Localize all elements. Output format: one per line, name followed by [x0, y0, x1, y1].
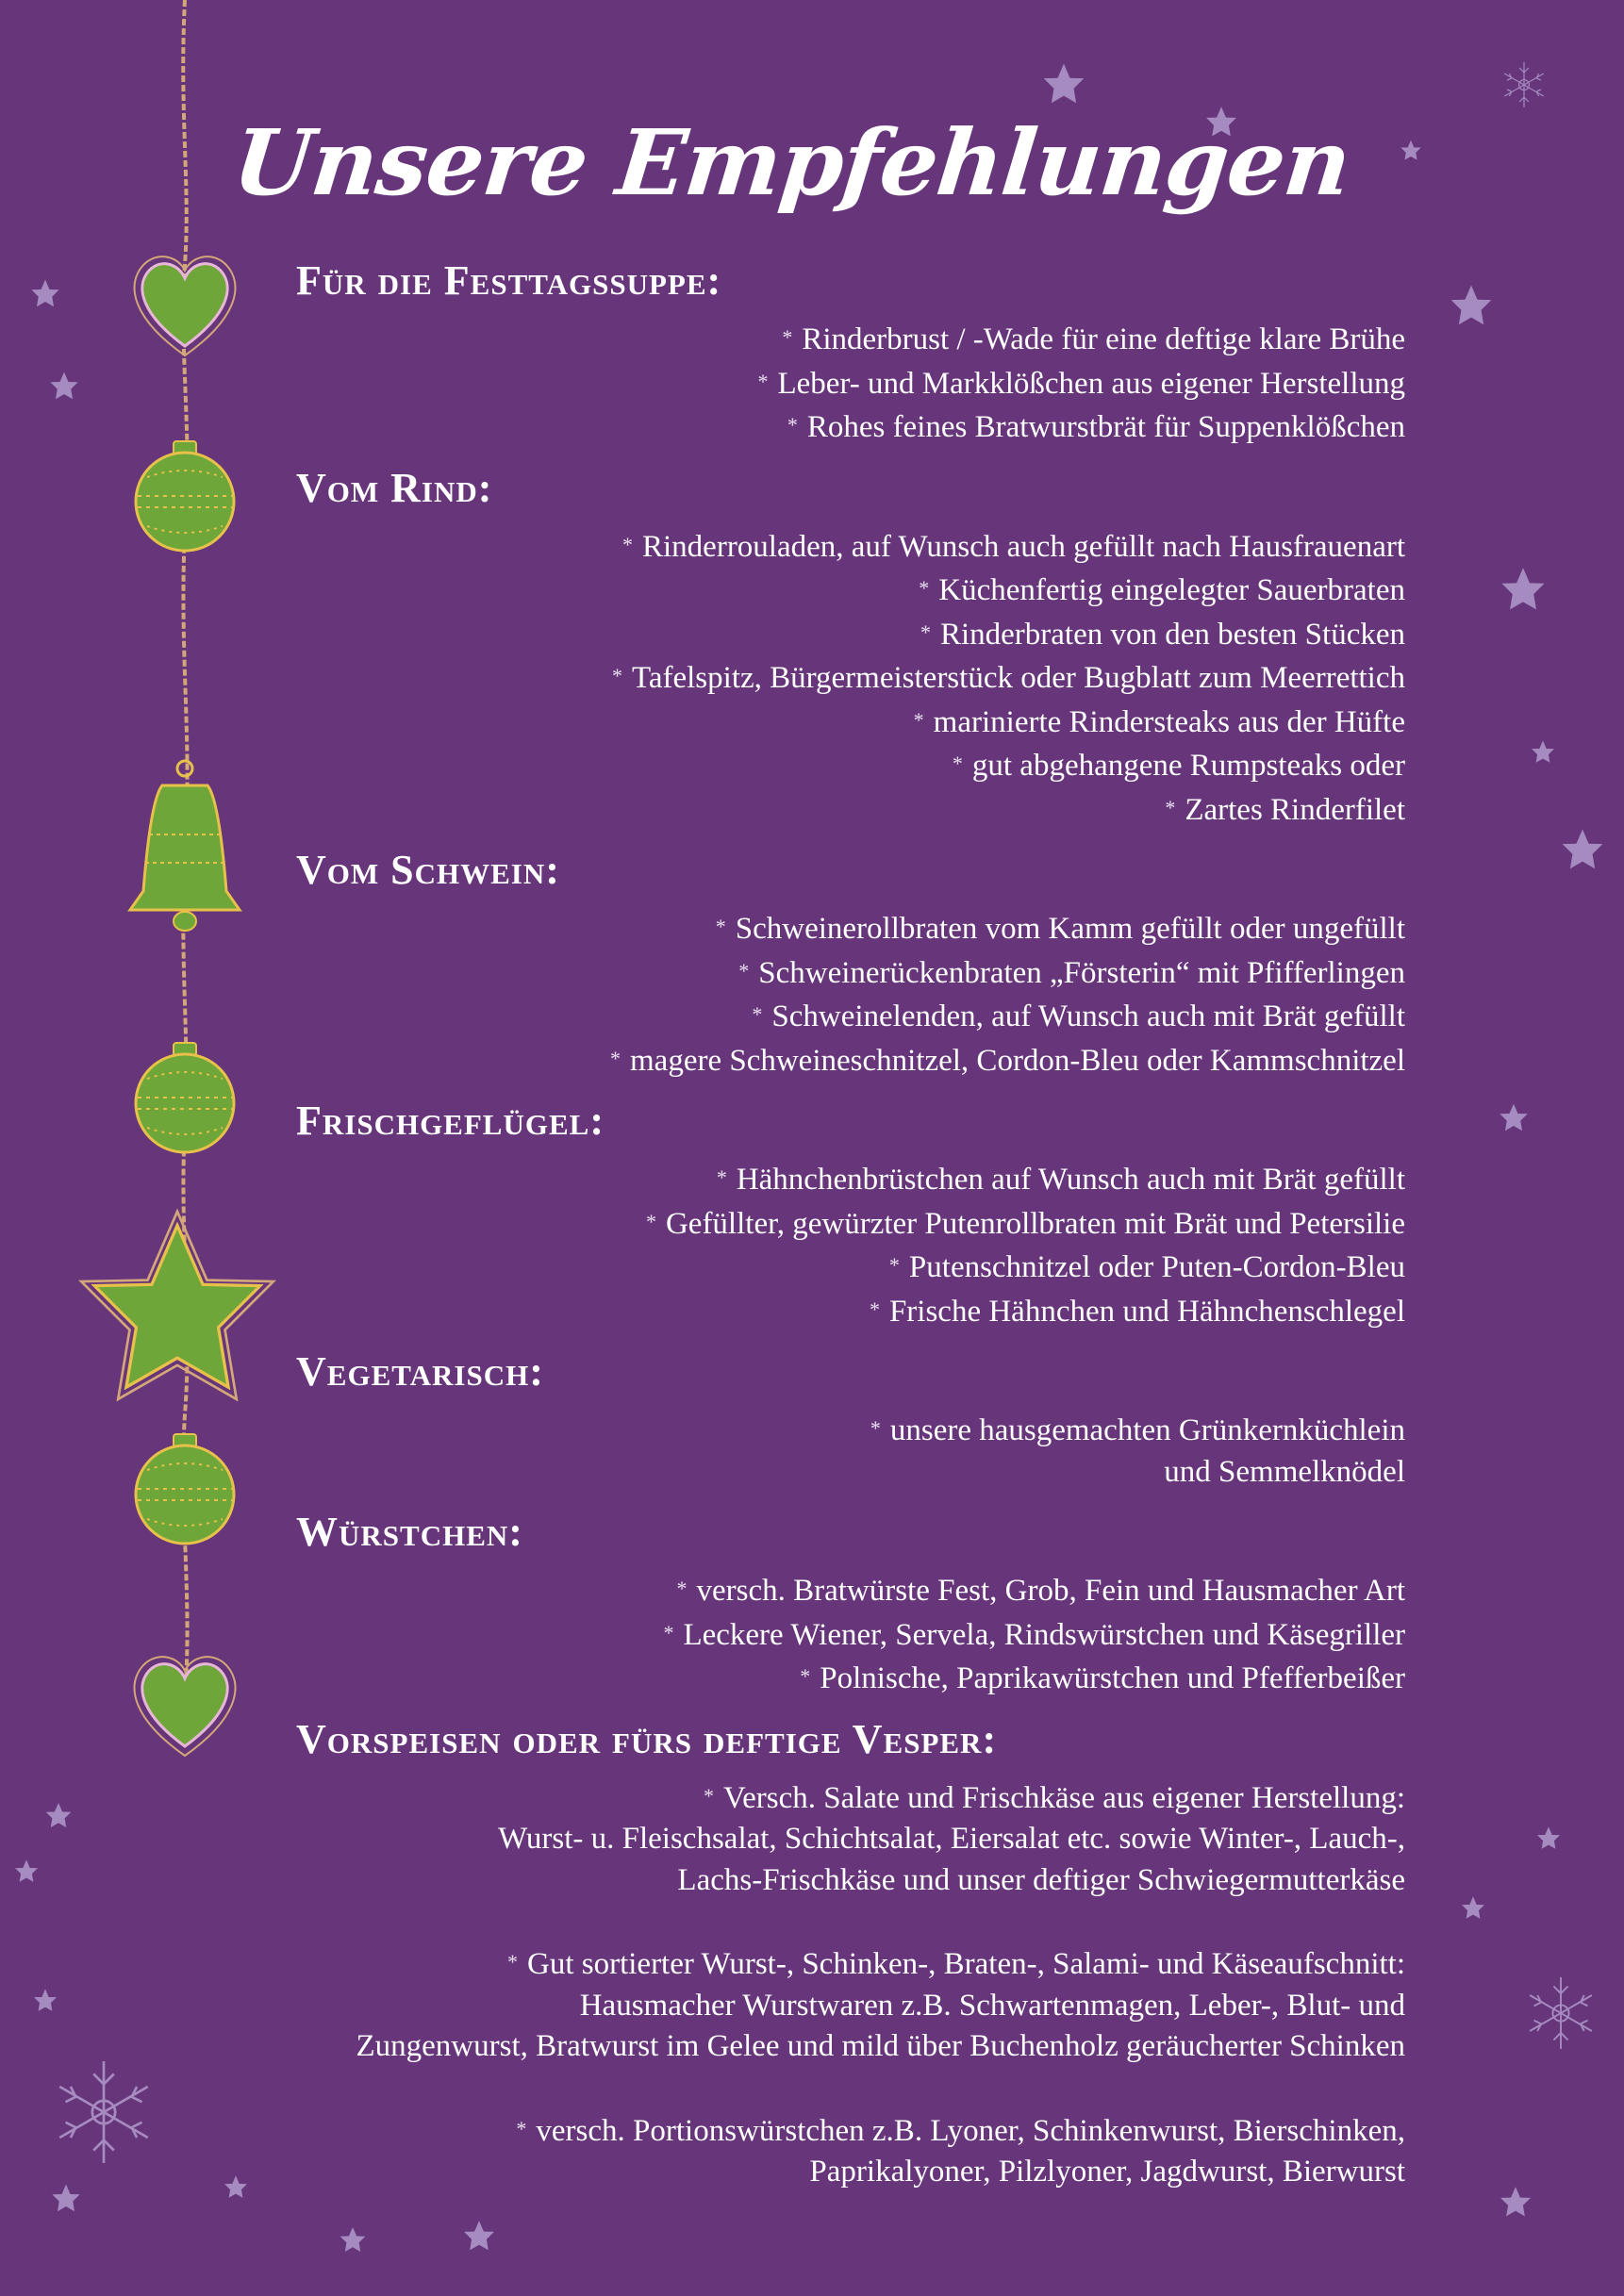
item-text: versch. Portionswürstchen z.B. Lyoner, Schinkenwurst, Bierschinken,: [536, 2113, 1405, 2148]
bullet-icon: *: [663, 1620, 674, 1644]
list-item: [283, 1986, 1405, 2027]
list-item: [283, 950, 1405, 995]
item-text: Versch. Salate und Frischkäse aus eigener Herstellung:: [722, 1780, 1405, 1815]
snowflake-icon: [1530, 1977, 1592, 2049]
star-icon: [1501, 568, 1544, 609]
bullet-icon: *: [800, 1664, 811, 1688]
section: [283, 844, 1405, 1082]
list-item: [283, 524, 1405, 569]
list-item: [283, 568, 1405, 612]
bullet-icon: *: [507, 1950, 518, 1974]
section-heading: Vom Rind:: [296, 464, 493, 511]
item-text: Leckere Wiener, Servela, Rindswürstchen und Käsegriller: [683, 1617, 1405, 1652]
item-text: Paprikalyoner, Pilzlyoner, Jagdwurst, Bierwurst: [809, 2155, 1405, 2189]
item-text: Polnische, Paprikawürstchen und Pfefferbeißer: [820, 1661, 1405, 1695]
star-icon: [46, 1803, 72, 1827]
list-item: [283, 1038, 1405, 1082]
list-item: [283, 655, 1405, 700]
star-icon: [1451, 286, 1492, 325]
bullet-icon: *: [676, 1577, 688, 1600]
bullet-icon: *: [952, 752, 963, 775]
bauble-ornament: [136, 1434, 234, 1544]
item-list: [283, 906, 1405, 1082]
bullet-icon: *: [919, 576, 930, 600]
list-item: [283, 2152, 1405, 2193]
item-list: [283, 1157, 1405, 1332]
section: [283, 1506, 1405, 1700]
item-text: Gefüllter, gewürzter Putenrollbraten mit Brät und Petersilie: [665, 1206, 1405, 1241]
bullet-icon: *: [757, 369, 769, 393]
bullet-icon: *: [703, 1783, 714, 1808]
item-text: Schweinerollbraten vom Kamm gefüllt oder ungefüllt: [735, 912, 1405, 946]
star-icon: [15, 1859, 38, 1881]
item-text: unsere hausgemachten Grünkernküchlein: [889, 1413, 1405, 1447]
section: [283, 1713, 1405, 2193]
item-text: Lachs-Frischkäse und unser deftiger Schwiegermutterkäse: [677, 1862, 1405, 1897]
list-item: [283, 317, 1405, 361]
section: [283, 255, 1405, 449]
star-icon: [224, 2175, 247, 2197]
list-item: [283, 1568, 1405, 1612]
bullet-icon: *: [1165, 795, 1176, 819]
snowflake-icon: [1504, 62, 1544, 107]
bullet-icon: *: [622, 532, 633, 556]
bullet-icon: *: [920, 619, 931, 644]
item-text: Leber- und Markklößchen aus eigener Herstellung: [777, 366, 1405, 401]
item-text: Schweinerückenbraten „Försterin“ mit Pfifferlingen: [758, 955, 1405, 990]
list-item: [283, 361, 1405, 405]
item-text: Hausmacher Wurstwaren z.B. Schwartenmagen, Leber-, Blut- und: [579, 1988, 1405, 2023]
recommendations-list: [283, 255, 1405, 2206]
bullet-icon: *: [913, 707, 924, 732]
section-heading: Würstchen:: [296, 1509, 523, 1555]
item-text: Rinderbraten von den besten Stücken: [939, 617, 1405, 652]
item-list: [283, 1776, 1405, 2193]
item-text: Putenschnitzel oder Puten-Cordon-Bleu: [908, 1250, 1405, 1284]
section-heading: Vegetarisch:: [296, 1348, 544, 1395]
star-icon: [1462, 1896, 1484, 1918]
heart-ornament: [134, 256, 235, 355]
bullet-icon: *: [716, 1165, 727, 1189]
list-item: [283, 1289, 1405, 1333]
star-icon: [1563, 830, 1603, 869]
item-list: [283, 1568, 1405, 1700]
star-icon: [1500, 1104, 1527, 1131]
list-item: [283, 1408, 1405, 1452]
bullet-icon: *: [645, 1209, 656, 1233]
bauble-ornament: [136, 1043, 234, 1152]
section: [283, 1346, 1405, 1493]
list-item: [283, 1245, 1405, 1289]
list-item: [283, 1656, 1405, 1700]
star-icon: [1537, 1826, 1560, 1848]
list-item: [283, 743, 1405, 787]
section: [283, 1095, 1405, 1332]
list-item: [283, 906, 1405, 950]
item-text: Rinderbrust / -Wade für eine deftige klare Brühe: [802, 322, 1405, 356]
bullet-icon: *: [516, 2116, 527, 2140]
star-icon: [34, 1989, 57, 2010]
bullet-icon: *: [738, 958, 750, 983]
bullet-icon: *: [715, 915, 726, 938]
bullet-icon: *: [870, 1416, 881, 1440]
item-text: und Semmelknödel: [1164, 1454, 1405, 1489]
item-text: Rohes feines Bratwurstbrät für Suppenklößchen: [806, 410, 1405, 444]
star-icon: [340, 2227, 366, 2252]
star-icon: [1044, 64, 1085, 104]
item-text: Küchenfertig eingelegter Sauerbraten: [938, 573, 1405, 607]
item-text: magere Schweineschnitzel, Cordon-Bleu oder Kammschnitzel: [630, 1043, 1405, 1078]
section: [283, 462, 1405, 832]
bullet-icon: *: [752, 1002, 763, 1026]
item-text: gut abgehangene Rumpsteaks oder: [971, 749, 1405, 783]
item-text: Tafelspitz, Bürgermeisterstück oder Bugblatt zum Meerrettich: [632, 661, 1405, 695]
list-item: [283, 1941, 1405, 1986]
list-item: [283, 405, 1405, 449]
star-icon: [1532, 740, 1554, 762]
list-item: [283, 994, 1405, 1038]
item-list: [283, 524, 1405, 832]
star-icon: [464, 2221, 494, 2250]
list-item: [283, 1452, 1405, 1494]
list-item: [283, 2026, 1405, 2068]
list-item: [283, 1860, 1405, 1902]
bullet-icon: *: [782, 325, 793, 349]
list-item: [283, 1201, 1405, 1246]
bullet-icon: *: [888, 1253, 900, 1277]
bullet-icon: *: [610, 1046, 621, 1070]
item-list: [283, 1408, 1405, 1493]
section-heading: Vom Schwein:: [296, 847, 560, 893]
list-item: [283, 2108, 1405, 2153]
item-text: Frische Hähnchen und Hähnchenschlegel: [888, 1294, 1405, 1329]
section-heading: Für die Festtagssuppe:: [296, 257, 722, 304]
section-heading: Frischgeflügel:: [296, 1098, 605, 1144]
page-title: Unsere Empfehlungen: [228, 109, 1355, 216]
star-icon: [50, 372, 77, 400]
item-text: versch. Bratwürste Fest, Grob, Fein und Hausmacher Art: [696, 1574, 1405, 1608]
bullet-icon: *: [787, 413, 798, 437]
list-item: [283, 1157, 1405, 1201]
snowflake-icon: [59, 2061, 147, 2163]
star-icon: [52, 2185, 79, 2212]
bullet-icon: *: [612, 664, 622, 687]
item-text: Rinderrouladen, auf Wunsch auch gefüllt nach Hausfrauenart: [642, 529, 1405, 564]
item-text: Hähnchenbrüstchen auf Wunsch auch mit Brät gefüllt: [736, 1163, 1405, 1197]
list-item: [283, 1776, 1405, 1820]
item-text: Zungenwurst, Bratwurst im Gelee und mild über Buchenholz geräucherter Schinken: [356, 2029, 1405, 2063]
bauble-ornament: [136, 441, 234, 551]
heart-ornament: [134, 1657, 235, 1756]
item-text: Schweinelenden, auf Wunsch auch mit Brät gefüllt: [771, 999, 1405, 1033]
list-item: [283, 787, 1405, 832]
star-icon: [1400, 140, 1420, 160]
bullet-icon: *: [869, 1297, 880, 1321]
list-item: [283, 1819, 1405, 1860]
item-text: Gut sortierter Wurst-, Schinken-, Braten-, Salami- und Käseaufschnitt:: [527, 1947, 1405, 1981]
list-item: [283, 612, 1405, 656]
list-item: [283, 700, 1405, 744]
item-list: [283, 317, 1405, 449]
item-text: Wurst- u. Fleischsalat, Schichtsalat, Eiersalat etc. sowie Winter-, Lauch-,: [498, 1822, 1405, 1856]
star-ornament: [81, 1212, 273, 1399]
section-heading: Vorspeisen oder fürs deftige Vesper:: [296, 1715, 998, 1762]
bell-ornament: [130, 761, 240, 931]
list-item: [283, 1612, 1405, 1657]
item-text: Zartes Rinderfilet: [1185, 792, 1405, 827]
star-icon: [31, 280, 58, 307]
item-text: marinierte Rindersteaks aus der Hüfte: [933, 704, 1405, 739]
star-icon: [1500, 2187, 1531, 2216]
